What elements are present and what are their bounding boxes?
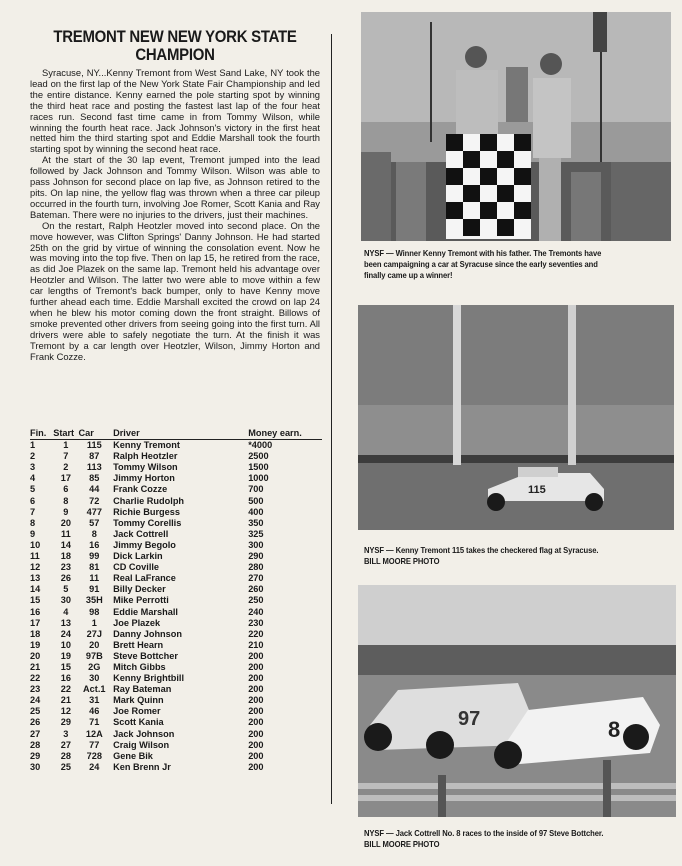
result-car: 97B: [85, 650, 103, 661]
result-start: 20: [60, 517, 71, 528]
photo-race-battle: [358, 585, 676, 817]
results-row: [30, 762, 322, 773]
result-start: 21: [60, 695, 71, 706]
result-start: 11: [60, 528, 71, 539]
results-row: [30, 695, 322, 706]
checkered-flag-icon: [446, 134, 531, 239]
header-money: Money earn.: [248, 428, 322, 440]
result-money: 200: [248, 739, 264, 750]
result-start: 4: [63, 606, 69, 617]
result-driver: Brett Hearn: [113, 639, 164, 650]
article: [30, 28, 320, 362]
result-driver: Tommy Corellis: [113, 517, 182, 528]
result-fin: 15: [30, 595, 41, 606]
results-body: [30, 440, 322, 773]
results-row: [30, 562, 322, 573]
results-row: [30, 573, 322, 584]
result-car: 20: [89, 639, 100, 650]
result-money: 300: [248, 539, 264, 550]
result-fin: 24: [30, 695, 41, 706]
result-fin: 7: [30, 506, 36, 517]
result-fin: 14: [30, 584, 41, 595]
results-row: [30, 684, 322, 695]
result-driver: Ken Brenn Jr: [113, 761, 171, 772]
results-row: [30, 717, 322, 728]
result-start: 12: [60, 706, 71, 717]
result-money: 280: [248, 562, 264, 573]
result-money: 230: [248, 617, 264, 628]
result-start: 17: [60, 473, 71, 484]
result-fin: 18: [30, 628, 41, 639]
results-row: [30, 529, 322, 540]
result-start: 8: [63, 495, 69, 506]
result-driver: CD Coville: [113, 562, 160, 573]
result-start: 15: [60, 661, 71, 672]
result-car: 477: [86, 506, 102, 517]
result-start: 24: [60, 628, 71, 639]
result-fin: 22: [30, 673, 41, 684]
result-driver: Tommy Wilson: [113, 462, 178, 473]
photo-winner-caption: NYSF — Winner Kenny Tremont with his father. The Tremonts have been campaigning a car at Syracuse since the early seventies and finally came up a winner!: [364, 248, 602, 280]
car-number-label: 97: [458, 708, 481, 730]
result-driver: Ray Bateman: [113, 684, 172, 695]
result-fin: 5: [30, 484, 36, 495]
result-car: 91: [89, 584, 100, 595]
article-paragraph: Syracuse, NY...Kenny Tremont from West Sand Lake, NY took the lead on the first lap of the New York State Fair Championship and led the entire distance. Kenny earned the pole starting spot by winning the third heat race and posting the fastest last lap of the four heat races run. Second fast time came in from Tommy Wilson, while winning the fourth heat race. Jack Johnson's victory in the first heat netted him the third starting spot and Eddie Marshall took the fourth starting spot by winning the second heat race.: [30, 67, 320, 155]
photo-winner-image: [361, 12, 671, 241]
result-money: 400: [248, 506, 264, 517]
result-driver: Gene Bik: [113, 750, 153, 761]
result-driver: Steve Bottcher: [113, 650, 178, 661]
result-car: 87: [89, 451, 100, 462]
result-fin: 11: [30, 551, 40, 562]
results-row: [30, 651, 322, 662]
result-fin: 2: [30, 451, 36, 462]
result-start: 19: [60, 650, 71, 661]
result-start: 10: [60, 639, 71, 650]
result-car: 8: [91, 528, 97, 539]
result-start: 3: [63, 728, 69, 739]
result-car: 71: [89, 717, 100, 728]
result-money: 325: [248, 528, 264, 539]
result-driver: Richie Burgess: [113, 506, 180, 517]
result-money: 210: [248, 639, 264, 650]
result-driver: Mike Perrotti: [113, 595, 169, 606]
result-driver: Eddie Marshall: [113, 606, 178, 617]
result-driver: Mark Quinn: [113, 695, 164, 706]
result-car: 728: [86, 750, 102, 761]
result-fin: 29: [30, 750, 41, 761]
results-row: [30, 607, 322, 618]
results-row: [30, 451, 322, 462]
result-start: 13: [60, 617, 71, 628]
results-row: [30, 484, 322, 495]
result-money: 2500: [248, 451, 269, 462]
result-money: 200: [248, 728, 264, 739]
result-car: 31: [89, 695, 100, 706]
results-row: [30, 496, 322, 507]
result-money: 290: [248, 551, 264, 562]
result-car: 46: [89, 706, 100, 717]
result-fin: 26: [30, 717, 41, 728]
photo-checkered-flag-image: [358, 305, 674, 530]
result-start: 22: [60, 684, 71, 695]
result-car: 44: [89, 484, 100, 495]
result-start: 14: [60, 539, 71, 550]
results-row: [30, 729, 322, 740]
results-row: [30, 673, 322, 684]
result-money: 270: [248, 573, 264, 584]
results-row: [30, 751, 322, 762]
result-car: 77: [89, 739, 100, 750]
result-driver: Jack Cottrell: [113, 528, 169, 539]
photo-winner: [361, 12, 671, 241]
result-money: 220: [248, 628, 264, 639]
result-fin: 3: [30, 462, 36, 473]
result-start: 6: [63, 484, 69, 495]
result-driver: Ralph Heotzler: [113, 451, 178, 462]
result-car: 99: [89, 551, 100, 562]
result-money: 260: [248, 584, 264, 595]
result-fin: 25: [30, 706, 41, 717]
result-driver: Kenny Brightbill: [113, 673, 185, 684]
result-money: 1000: [248, 473, 269, 484]
result-fin: 4: [30, 473, 36, 484]
result-driver: Jimmy Horton: [113, 473, 175, 484]
results-row: [30, 706, 322, 717]
result-driver: Scott Kania: [113, 717, 164, 728]
result-money: 200: [248, 706, 264, 717]
result-fin: 30: [30, 761, 41, 772]
results-row: [30, 473, 322, 484]
result-money: 700: [248, 484, 264, 495]
result-fin: 10: [30, 539, 41, 550]
result-money: 350: [248, 517, 264, 528]
article-title: TREMONT NEW NEW YORK STATE CHAMPION: [53, 27, 297, 64]
result-driver: Billy Decker: [113, 584, 166, 595]
result-car: 115: [86, 440, 102, 451]
header-fin: Fin.: [30, 428, 53, 440]
article-paragraph: At the start of the 30 lap event, Tremont jumped into the lead followed by Jack Johnson and Tommy Wilson. Wilson was able to pass Johnson for second place on lap five, as Johnson retired to the pits. On lap nine, the yellow flag was thrown when a three car pileup occurred in the fourth turn, involving Joe Romer, Scott Kania and Ray Bateman. There were no injuries to the drivers, just their machines.: [30, 154, 320, 220]
result-fin: 8: [30, 517, 36, 528]
results-row: [30, 440, 322, 452]
column-divider: [331, 34, 332, 804]
result-car: 113: [86, 462, 102, 473]
header-start: Start: [53, 428, 78, 440]
photo-race-battle-image: [358, 585, 676, 817]
result-money: 200: [248, 650, 264, 661]
result-money: 200: [248, 673, 264, 684]
result-start: 25: [60, 761, 71, 772]
results-row: [30, 662, 322, 673]
result-fin: 13: [30, 573, 41, 584]
result-car: 1: [91, 617, 97, 628]
result-money: 240: [248, 606, 264, 617]
result-driver: Real LaFrance: [113, 573, 176, 584]
result-fin: 1: [30, 440, 36, 451]
result-driver: Charlie Rudolph: [113, 495, 185, 506]
result-money: 200: [248, 661, 264, 672]
result-money: 200: [248, 750, 264, 761]
result-money: *4000: [248, 440, 273, 451]
result-driver: Jack Johnson: [113, 728, 175, 739]
result-start: 26: [60, 573, 71, 584]
result-driver: Kenny Tremont: [113, 440, 180, 451]
results-row: [30, 551, 322, 562]
result-car: 35H: [85, 595, 103, 606]
result-fin: 23: [30, 684, 41, 695]
result-fin: 20: [30, 650, 41, 661]
result-money: 200: [248, 684, 264, 695]
result-start: 23: [60, 562, 71, 573]
result-driver: Mitch Gibbs: [113, 661, 166, 672]
results-row: [30, 629, 322, 640]
result-start: 18: [60, 551, 71, 562]
result-car: 30: [89, 673, 100, 684]
result-fin: 27: [30, 728, 41, 739]
result-start: 9: [63, 506, 69, 517]
car-number-label: 8: [608, 717, 621, 742]
result-money: 200: [248, 695, 264, 706]
result-start: 28: [60, 750, 71, 761]
photo-checkered-flag-caption: NYSF — Kenny Tremont 115 takes the checkered flag at Syracuse. BILL MOORE PHOTO: [364, 545, 599, 566]
result-driver: Dick Larkin: [113, 551, 163, 562]
results-row: [30, 507, 322, 518]
result-car: 98: [89, 606, 100, 617]
result-car: 81: [89, 562, 100, 573]
photo-checkered-flag: [358, 305, 674, 530]
result-money: 200: [248, 717, 264, 728]
result-driver: Jimmy Begolo: [113, 539, 176, 550]
result-money: 200: [248, 761, 264, 772]
result-driver: Joe Romer: [113, 706, 161, 717]
result-start: 16: [60, 673, 71, 684]
result-driver: Joe Plazek: [113, 617, 161, 628]
result-car: 12A: [85, 728, 103, 739]
result-car: 72: [89, 495, 100, 506]
result-driver: Danny Johnson: [113, 628, 183, 639]
results-row: [30, 584, 322, 595]
results-row: [30, 540, 322, 551]
result-fin: 19: [30, 639, 41, 650]
result-start: 5: [63, 584, 69, 595]
result-start: 30: [60, 595, 71, 606]
result-car: 24: [89, 761, 100, 772]
photo-race-battle-caption: NYSF — Jack Cottrell No. 8 races to the inside of 97 Steve Bottcher. BILL MOORE PHOTO: [364, 828, 604, 849]
result-fin: 28: [30, 739, 41, 750]
result-start: 1: [63, 440, 69, 451]
result-start: 27: [60, 739, 71, 750]
result-fin: 9: [30, 528, 36, 539]
result-fin: 21: [30, 661, 41, 672]
result-car: 57: [89, 517, 100, 528]
header-driver: Driver: [110, 428, 248, 440]
result-car: 27J: [86, 628, 102, 639]
result-start: 29: [60, 717, 71, 728]
result-fin: 6: [30, 495, 36, 506]
result-money: 1500: [248, 462, 269, 473]
result-car: 85: [89, 473, 100, 484]
result-start: 7: [63, 451, 69, 462]
results-row: [30, 740, 322, 751]
result-money: 500: [248, 495, 264, 506]
result-driver: Craig Wilson: [113, 739, 170, 750]
result-fin: 16: [30, 606, 41, 617]
results-row: [30, 518, 322, 529]
result-start: 2: [63, 462, 69, 473]
results-row: [30, 462, 322, 473]
result-car: 2G: [88, 661, 101, 672]
article-body: [30, 68, 320, 362]
result-car: Act.1: [83, 684, 106, 695]
results-row: [30, 640, 322, 651]
result-money: 250: [248, 595, 264, 606]
car-number-label: 115: [528, 484, 546, 496]
result-fin: 17: [30, 617, 41, 628]
results-table: [30, 428, 322, 773]
results-row: [30, 618, 322, 629]
results-row: [30, 595, 322, 606]
result-fin: 12: [30, 562, 41, 573]
header-car: Car: [78, 428, 110, 440]
results-header-row: [30, 428, 322, 440]
result-car: 16: [89, 539, 100, 550]
article-paragraph: On the restart, Ralph Heotzler moved into second place. On the move however, was Clifton Springs' Danny Johnson. He had started 25th on the grid by virtue of winning the consolation event. Now he was moving into the top five. Then on lap 15, he retired from the race, as did Joe Plazek on the same lap. Tremont held his advantage over Heotzler and Wilson. The latter two were able to move within a few car lengths of Tremont's back bumper, only to have Kenny move further ahead each time. Eddie Marshall excited the crowd on lap 24 when he blew his motor coming down the front straight. Billows of smoke prevented other drivers from seeing going into the first turn. All drivers were able to safely negotiate the turn. At the finish it was Tremont by a car length over Heotzler, Wilson, Jimmy Horton and Frank Cozze.: [30, 219, 320, 362]
result-driver: Frank Cozze: [113, 484, 168, 495]
result-car: 11: [89, 573, 100, 584]
